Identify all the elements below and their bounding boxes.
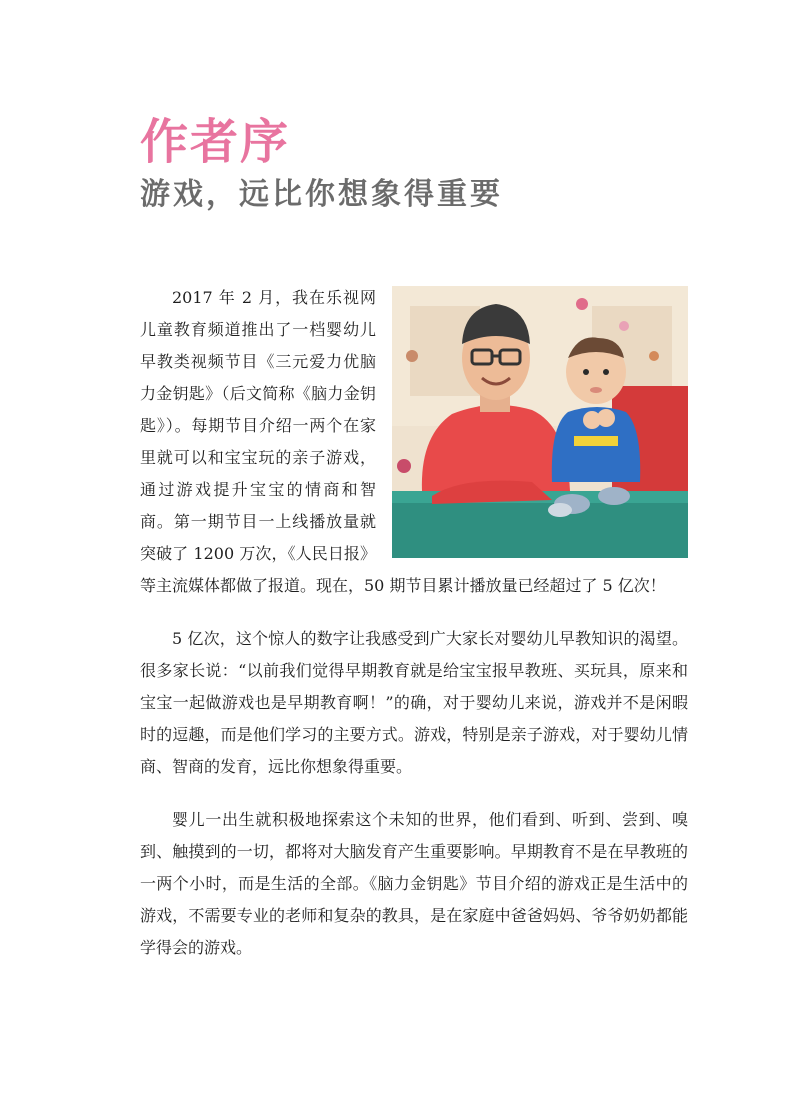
page-subtitle: 游戏，远比你想象得重要 [140, 177, 503, 212]
paragraph-3: 婴儿一出生就积极地探索这个未知的世界，他们看到、听到、尝到、嗅到、触摸到的一切，都将对大脑发育产生重要影响。早期教育不是在早教班的一两个小时，而是生活的全部。《脑力金钥匙》节目介绍的游戏正是生活中的游戏，不需要专业的老师和复杂的教具，是在家庭中爸爸妈妈、爷爷奶奶都能学得会的游戏。 [140, 810, 688, 957]
paragraph-2: 5 亿次，这个惊人的数字让我感受到广大家长对婴幼儿早教知识的渴望。很多家长说：“以前我们觉得早期教育就是给宝宝报早教班、买玩具，原来和宝宝一起做游戏也是早期教育啊！”的确，对于婴幼儿来说，游戏并不是闲暇时的逗趣，而是他们学习的主要方式。游戏，特别是亲子游戏，对于婴幼儿情商、智商的发育，远比你想象得重要。 [140, 629, 688, 776]
paragraph-1: 2017 年 2 月，我在乐视网儿童教育频道推出了一档婴幼儿早教类视频节目《三元爱力优脑力金钥匙》（后文简称《脑力金钥匙》）。每期节目介绍一两个在家里就可以和宝宝玩的亲子游戏，通过游戏提升宝宝的情商和智商。第一期节目一上线播放量就突破了 1200 万次，《人民日报》等主流媒体都做了报道。现在，50 期节目累计播放量已经超过了 5 亿次！ [140, 288, 666, 595]
page-title: 作者序 [140, 114, 291, 170]
photo-illustration [392, 286, 688, 558]
photo-man-with-baby-icon [392, 286, 688, 558]
article-body [140, 282, 688, 985]
